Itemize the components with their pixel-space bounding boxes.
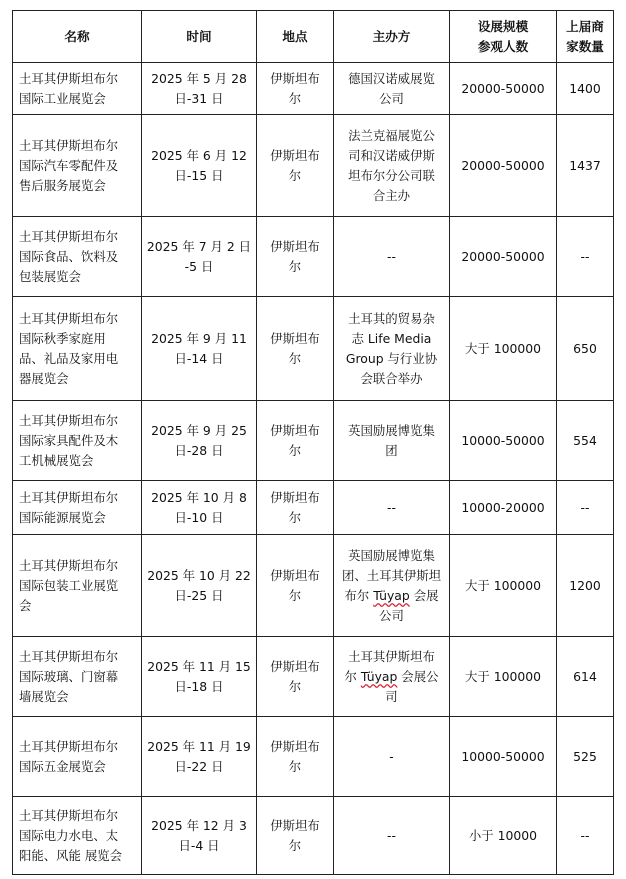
cell-scale: 大于 100000 [450,297,557,401]
table-row [13,535,614,637]
cell-scale: 大于 100000 [450,535,557,637]
cell-scale: 20000-50000 [450,115,557,217]
table-row [13,115,614,217]
cell-scale: 10000-50000 [450,401,557,481]
exhibition-table [12,10,614,875]
cell-organizer: - [334,717,450,797]
cell-exhibitors: 1200 [557,535,614,637]
cell-time: 2025 年 10 月 22 日-25 日 [142,535,257,637]
cell-name: 土耳其伊斯坦布尔 国际秋季家庭用 品、礼品及家用电 器展览会 [13,297,142,401]
cell-time: 2025 年 7 月 2 日 -5 日 [142,217,257,297]
cell-place: 伊斯坦布 尔 [257,481,334,535]
cell-organizer: 德国汉诺威展览 公司 [334,63,450,115]
cell-name: 土耳其伊斯坦布尔 国际包装工业展览 会 [13,535,142,637]
cell-name: 土耳其伊斯坦布尔 国际五金展览会 [13,717,142,797]
table-row [13,297,614,401]
cell-scale: 10000-20000 [450,481,557,535]
table-row [13,637,614,717]
cell-organizer: 英国励展博览集 团 [334,401,450,481]
cell-exhibitors: 1400 [557,63,614,115]
cell-place: 伊斯坦布 尔 [257,217,334,297]
cell-name: 土耳其伊斯坦布尔 国际食品、饮料及 包装展览会 [13,217,142,297]
cell-exhibitors: 614 [557,637,614,717]
header-exhibitors: 上届商 家数量 [557,11,614,63]
cell-exhibitors: -- [557,797,614,875]
cell-time: 2025 年 9 月 11 日-14 日 [142,297,257,401]
cell-exhibitors: 525 [557,717,614,797]
cell-name: 土耳其伊斯坦布尔 国际能源展览会 [13,481,142,535]
cell-place: 伊斯坦布 尔 [257,797,334,875]
cell-place: 伊斯坦布 尔 [257,63,334,115]
table-row [13,797,614,875]
cell-place: 伊斯坦布 尔 [257,717,334,797]
cell-name: 土耳其伊斯坦布尔 国际玻璃、门窗幕 墙展览会 [13,637,142,717]
cell-organizer: 土耳其的贸易杂 志 Life Media Group 与行业协 会联合举办 [334,297,450,401]
cell-scale: 大于 100000 [450,637,557,717]
cell-exhibitors: 554 [557,401,614,481]
header-time: 时间 [142,11,257,63]
cell-place: 伊斯坦布 尔 [257,535,334,637]
table-row [13,717,614,797]
header-row [13,11,614,63]
cell-time: 2025 年 6 月 12 日-15 日 [142,115,257,217]
cell-exhibitors: 1437 [557,115,614,217]
cell-place: 伊斯坦布 尔 [257,115,334,217]
cell-organizer: 土耳其伊斯坦布 尔 Tüyap 会展公 司 [334,637,450,717]
cell-scale: 小于 10000 [450,797,557,875]
cell-organizer: 英国励展博览集 团、土耳其伊斯坦 布尔 Tüyap 会展 公司 [334,535,450,637]
cell-name: 土耳其伊斯坦布尔 国际工业展览会 [13,63,142,115]
table-row [13,401,614,481]
cell-exhibitors: 650 [557,297,614,401]
cell-place: 伊斯坦布 尔 [257,297,334,401]
cell-time: 2025 年 12 月 3 日-4 日 [142,797,257,875]
cell-time: 2025 年 9 月 25 日-28 日 [142,401,257,481]
cell-exhibitors: -- [557,481,614,535]
cell-name: 土耳其伊斯坦布尔 国际汽车零配件及 售后服务展览会 [13,115,142,217]
cell-name: 土耳其伊斯坦布尔 国际家具配件及木 工机械展览会 [13,401,142,481]
cell-time: 2025 年 5 月 28 日-31 日 [142,63,257,115]
cell-time: 2025 年 11 月 19 日-22 日 [142,717,257,797]
cell-name: 土耳其伊斯坦布尔 国际电力水电、太 阳能、风能 展览会 [13,797,142,875]
table-row [13,63,614,115]
cell-scale: 20000-50000 [450,217,557,297]
cell-place: 伊斯坦布 尔 [257,401,334,481]
header-place: 地点 [257,11,334,63]
cell-scale: 20000-50000 [450,63,557,115]
header-name: 名称 [13,11,142,63]
cell-exhibitors: -- [557,217,614,297]
cell-organizer: -- [334,797,450,875]
cell-organizer: 法兰克福展览公 司和汉诺威伊斯 坦布尔分公司联 合主办 [334,115,450,217]
header-scale: 设展规模 参观人数 [450,11,557,63]
cell-time: 2025 年 10 月 8 日-10 日 [142,481,257,535]
cell-scale: 10000-50000 [450,717,557,797]
header-organizer: 主办方 [334,11,450,63]
cell-place: 伊斯坦布 尔 [257,637,334,717]
cell-organizer: -- [334,481,450,535]
cell-time: 2025 年 11 月 15 日-18 日 [142,637,257,717]
table-row [13,217,614,297]
table-row [13,481,614,535]
cell-organizer: -- [334,217,450,297]
